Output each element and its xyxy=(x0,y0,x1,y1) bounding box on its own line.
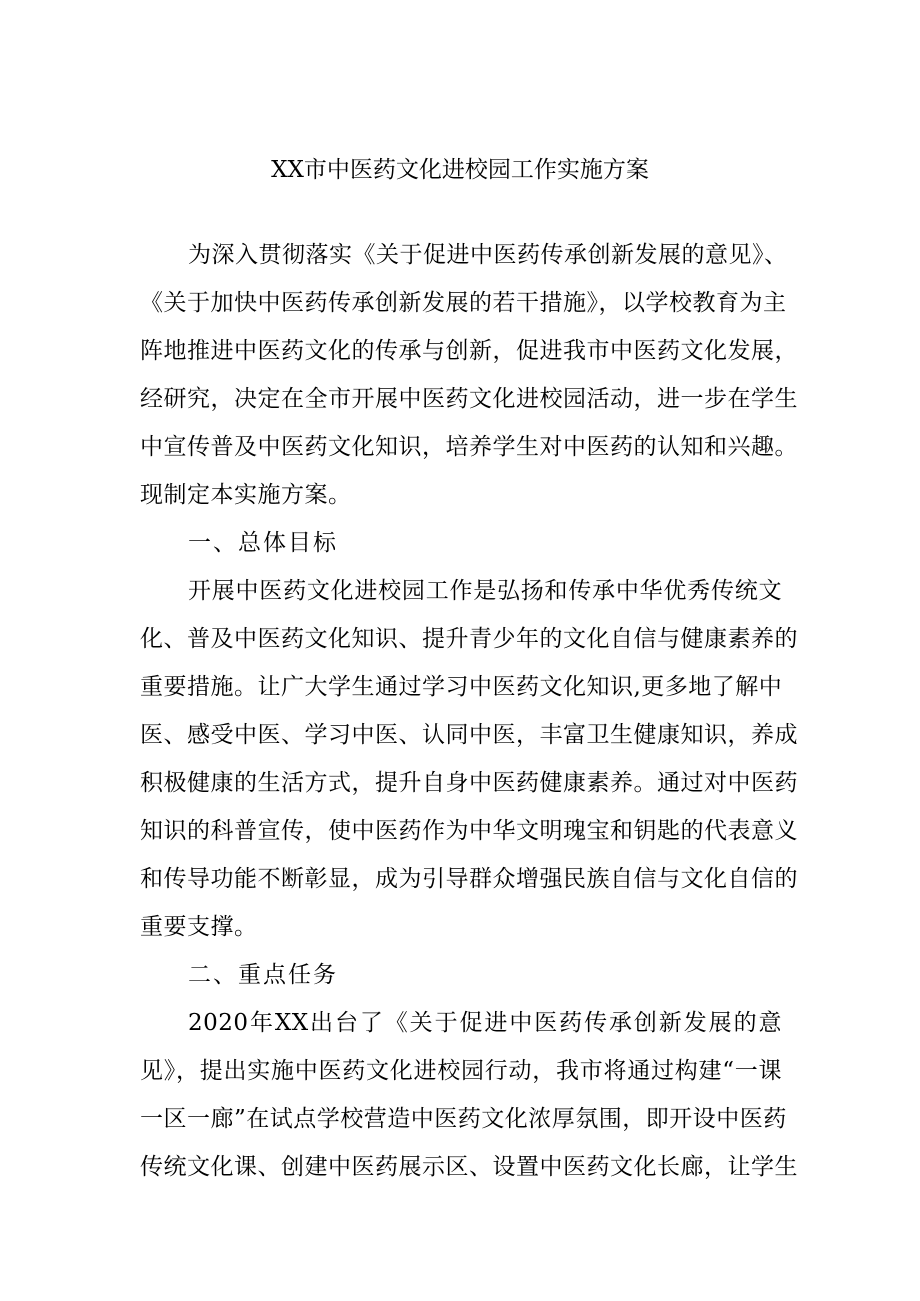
section2-heading: 二、重点任务 xyxy=(188,962,338,988)
intro-line-4: 经研究，决定在全市开展中医药文化进校园活动，进一步在学生 xyxy=(140,386,798,412)
intro-line-1: 为深入贯彻落实《关于促进中医药传承创新发展的意见》、 xyxy=(188,242,788,268)
section1-line-3: 重要措施。让广大学生通过学习中医药文化知识,更多地了解中 xyxy=(140,674,783,700)
section2-line-4: 传统文化课、创建中医药展示区、设置中医药文化长廊，让学生 xyxy=(140,1154,798,1180)
section2-line-1: 2020年XX出台了《关于促进中医药传承创新发展的意 xyxy=(188,1010,782,1036)
section1-line-4: 医、感受中医、学习中医、认同中医，丰富卫生健康知识，养成 xyxy=(140,722,798,748)
section1-line-1: 开展中医药文化进校园工作是弘扬和传承中华优秀传统文 xyxy=(188,578,782,604)
intro-line-5: 中宣传普及中医药文化知识，培养学生对中医药的认知和兴趣。 xyxy=(140,434,798,460)
section2-line-3: 一区一廊”在试点学校营造中医药文化浓厚氛围，即开设中医药 xyxy=(140,1106,787,1132)
intro-line-6: 现制定本实施方案。 xyxy=(140,482,352,508)
section1-line-7: 和传导功能不断彰显，成为引导群众增强民族自信与文化自信的 xyxy=(140,866,798,892)
section1-line-6: 知识的科普宣传，使中医药作为中华文明瑰宝和钥匙的代表意义 xyxy=(140,818,798,844)
section1-heading: 一、总体目标 xyxy=(188,530,338,556)
section2-line-2: 见》，提出实施中医药文化进校园行动，我市将通过构建“一课 xyxy=(140,1058,782,1084)
section1-line-5: 积极健康的生活方式，提升自身中医药健康素养。通过对中医药 xyxy=(140,770,798,796)
document-title: XX市中医药文化进校园工作实施方案 xyxy=(271,157,649,183)
section1-line-8: 重要支撑。 xyxy=(140,914,258,940)
section1-line-2: 化、普及中医药文化知识、提升青少年的文化自信与健康素养的 xyxy=(140,626,798,652)
intro-line-2: 《关于加快中医药传承创新发展的若干措施》，以学校教育为主 xyxy=(140,290,787,316)
intro-line-3: 阵地推进中医药文化的传承与创新，促进我市中医药文化发展， xyxy=(140,338,798,364)
